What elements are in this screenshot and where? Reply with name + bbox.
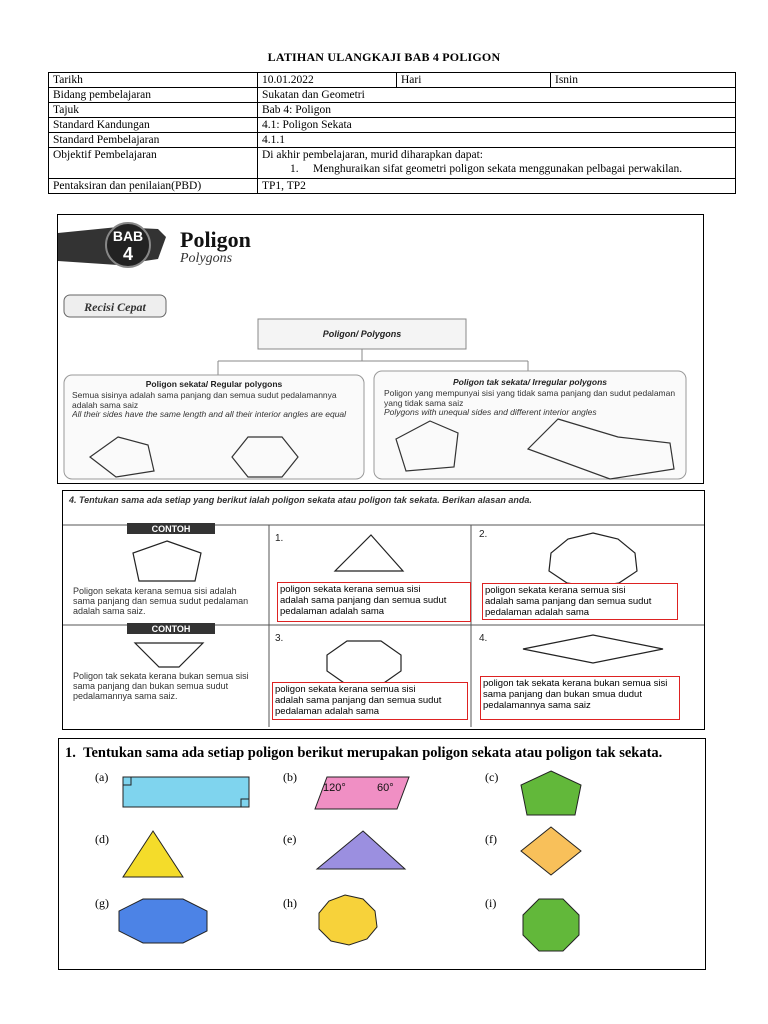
notes-subtitle: Polygons (180, 251, 233, 266)
shape-c-pentagon (521, 771, 581, 815)
regular-desc-ms: Semua sisinya adalah sama panjang dan semua sudut pedalamannya adalah sama saiz (72, 391, 337, 410)
sp-label: Standard Pembelajaran (49, 133, 258, 148)
example1-text: Poligon sekata kerana semua sisi adalah sama panjang dan semua sudut pedalaman adalah sama saiz. (73, 586, 249, 616)
objektif-cell (258, 148, 736, 179)
angle-120: 120° (323, 782, 346, 794)
item-number-3: 3. (275, 633, 284, 644)
table-row (49, 133, 736, 148)
notes-image (57, 214, 704, 484)
table-row (49, 103, 736, 118)
root-node-label: Poligon/ Polygons (322, 329, 402, 339)
tajuk-label: Tajuk (49, 103, 258, 118)
table-row (49, 73, 736, 88)
answer-box-2[interactable]: poligon sekata kerana semua sisi adalah sama panjang dan semua sudut pedalaman adalah sama (482, 583, 678, 620)
page-title: LATIHAN ULANGKAJI BAB 4 POLIGON (267, 50, 501, 64)
sk-value: 4.1: Poligon Sekata (258, 118, 736, 133)
irregular-desc-en: Polygons with unequal sides and different interior angles (384, 407, 597, 417)
regular-heading: Poligon sekata/ Regular polygons (145, 379, 283, 389)
shape-g-octagon (119, 899, 207, 943)
label-b: (b) (283, 770, 297, 784)
shape-e-triangle (317, 831, 405, 869)
hari-value: Isnin (551, 73, 736, 88)
item-number-1: 1. (275, 533, 284, 544)
label-g: (g) (95, 896, 109, 910)
irregular-heading: Poligon tak sekata/ Irregular polygons (453, 377, 607, 387)
exercise1-instruction: 1. Tentukan sama ada setiap poligon berikut merupakan poligon sekata atau poligon tak sekata. (65, 745, 663, 761)
tarikh-value: 10.01.2022 (258, 73, 397, 88)
shape-a-rectangle (123, 777, 249, 807)
label-a: (a) (95, 770, 109, 784)
table-row (49, 179, 736, 194)
info-table (48, 72, 736, 194)
answer-box-4[interactable]: poligon tak sekata kerana bukan semua sisi sama panjang dan bukan smua dudut pedalamannya sama saiz (480, 676, 680, 720)
bab-label: BAB (112, 228, 144, 244)
item-number-2: 2. (479, 529, 488, 540)
exercise4-instruction: 4. Tentukan sama ada setiap yang berikut ialah poligon sekata atau poligon tak sekata. Berikan alasan anda. (69, 495, 532, 505)
label-i: (i) (485, 896, 497, 910)
irregular-desc-ms: Poligon yang mempunyai sisi yang tidak sama panjang dan sudut pedalaman yang tidak sama saiz (384, 389, 676, 408)
rhombus-shape (523, 635, 663, 663)
bab-number: 4 (122, 244, 134, 264)
bidang-value: Sukatan dan Geometri (258, 88, 736, 103)
label-d: (d) (95, 832, 109, 846)
table-row (49, 88, 736, 103)
label-f: (f) (485, 832, 497, 846)
contoh-tag-2: CONTOH (151, 624, 191, 634)
example2-text: Poligon tak sekata kerana bukan semua sisi sama panjang dan bukan semua sudut pedalamannya sama saiz. (73, 671, 249, 701)
contoh-tag-1: CONTOH (151, 524, 191, 534)
tarikh-label: Tarikh (49, 73, 258, 88)
shape-d-triangle (123, 831, 183, 877)
objektif-label: Objektif Pembelajaran (49, 148, 258, 179)
objektif-intro: Di akhir pembelajaran, murid diharapkan dapat: (262, 149, 483, 161)
pbd-value: TP1, TP2 (258, 179, 736, 194)
decagon-shape (549, 533, 637, 587)
shape-f-rhombus (521, 827, 581, 875)
bidang-label: Bidang pembelajaran (49, 88, 258, 103)
recisi-badge: Recisi Cepat (84, 300, 146, 314)
label-c: (c) (485, 770, 499, 784)
label-h: (h) (283, 896, 297, 910)
hari-label: Hari (397, 73, 551, 88)
triangle-shape (335, 535, 403, 571)
octagon-shape (327, 641, 401, 685)
answer-box-3[interactable]: poligon sekata kerana semua sisi adalah sama panjang dan semua sudut pedalaman adalah sama (272, 682, 468, 720)
example-trapezium (135, 643, 203, 667)
notes-drawing (58, 215, 703, 483)
notes-title: Poligon (180, 227, 251, 252)
regular-desc-en: All their sides have the same length and all their interior angles are equal (72, 409, 347, 419)
objektif-item: 1. Menghuraikan sifat geometri poligon sekata menggunakan pelbagai perwakilan. (290, 163, 683, 175)
item-number-4: 4. (479, 633, 488, 644)
exercise1-shapes (59, 739, 705, 969)
sp-value: 4.1.1 (258, 133, 736, 148)
table-row (49, 148, 736, 179)
angle-60: 60° (377, 782, 394, 794)
answer-box-1[interactable]: poligon sekata kerana semua sisi adalah sama panjang dan semua sudut pedalaman adalah sama (277, 582, 471, 622)
label-e: (e) (283, 832, 297, 846)
pbd-label: Pentaksiran dan penilaian(PBD) (49, 179, 258, 194)
shape-i-octagon (523, 899, 579, 951)
tajuk-value: Bab 4: Poligon (258, 103, 736, 118)
exercise1-image (58, 738, 706, 970)
sk-label: Standard Kandungan (49, 118, 258, 133)
shape-h-decagon (319, 895, 377, 945)
example-pentagon (133, 541, 201, 581)
table-row (49, 118, 736, 133)
bab-badge (58, 223, 166, 267)
